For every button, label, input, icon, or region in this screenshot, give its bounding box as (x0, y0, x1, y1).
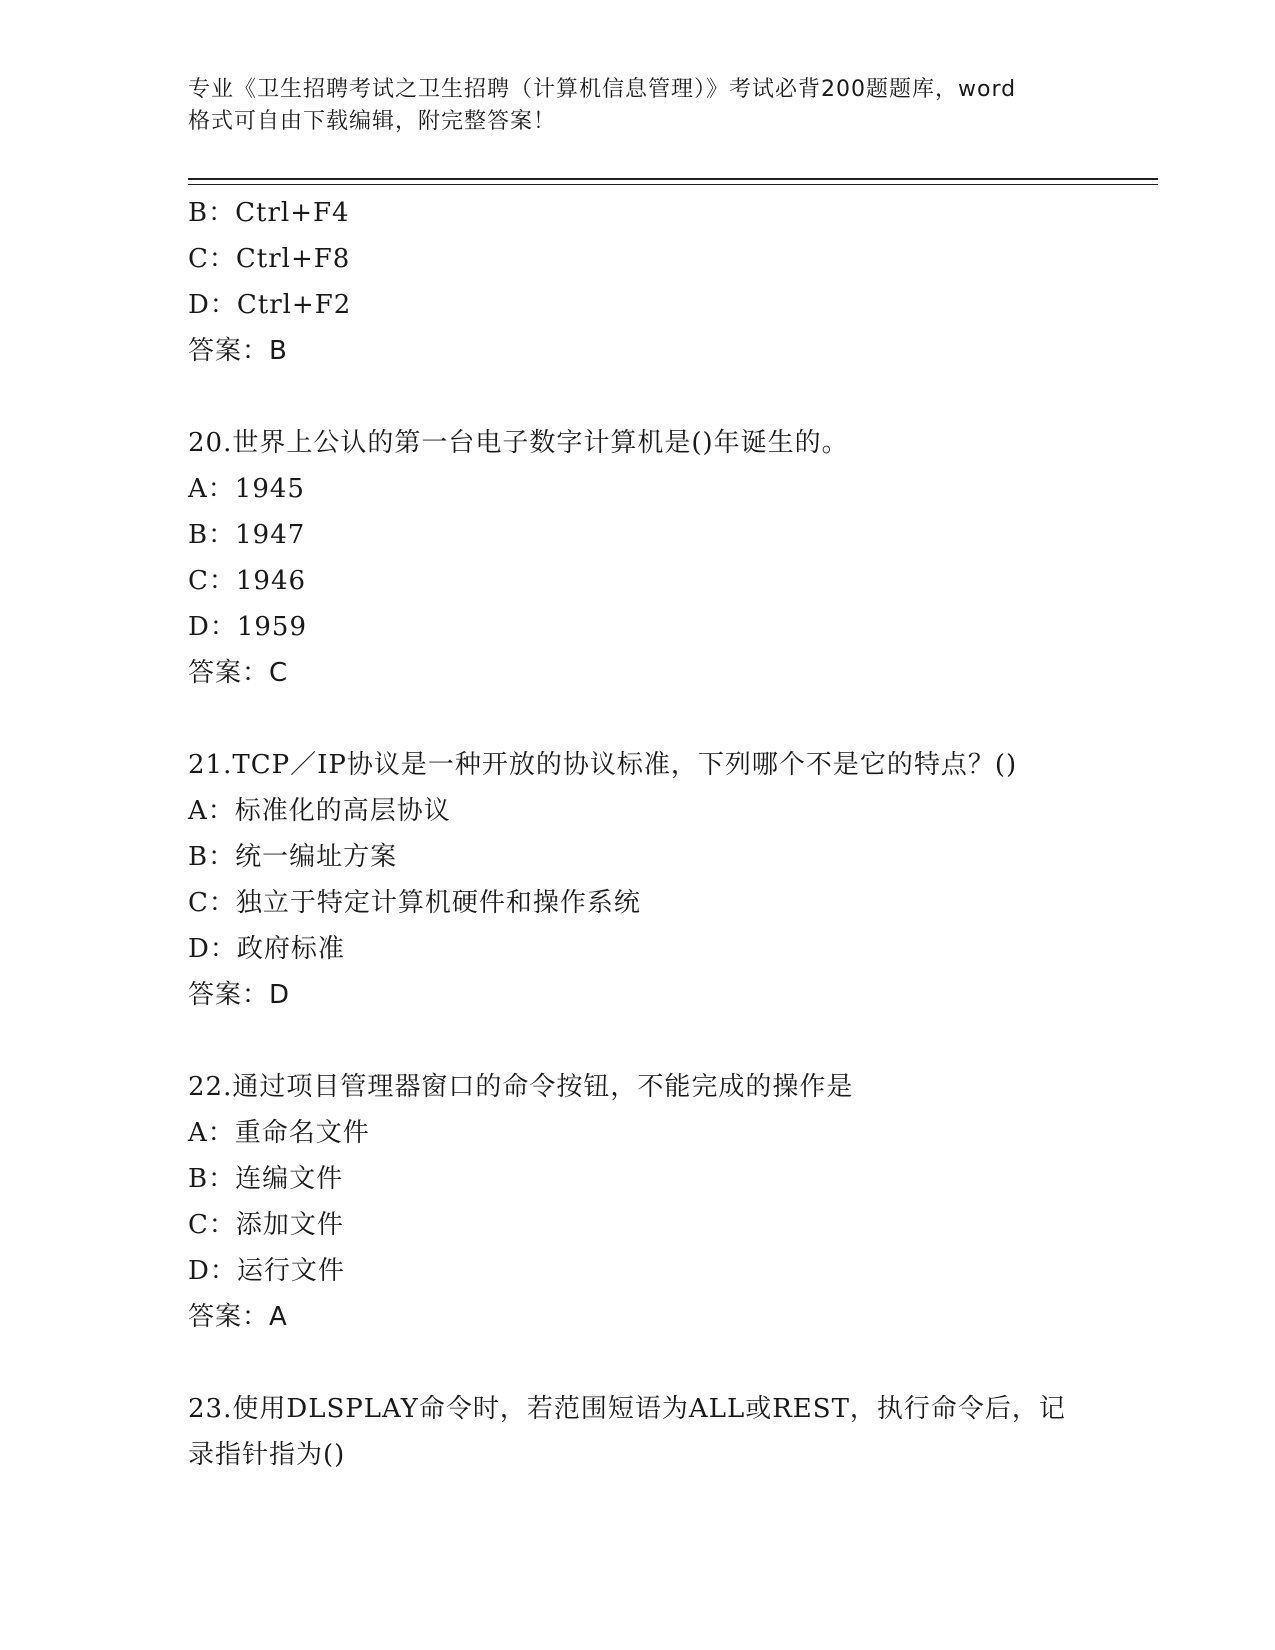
option-c: C：Ctrl+F8 (188, 244, 351, 274)
option-a: A：标准化的高层协议 (188, 796, 451, 826)
option-d: D：运行文件 (188, 1256, 345, 1286)
answer-line: 答案：B (188, 336, 288, 366)
option-a: A：重命名文件 (188, 1118, 370, 1148)
header-title-line-2: 格式可自由下载编辑，附完整答案！ (188, 109, 557, 134)
spacer (188, 374, 1088, 420)
question-block-20 (188, 420, 1088, 696)
document-header (188, 74, 1088, 138)
spacer (188, 1018, 1088, 1064)
question-block-22 (188, 1064, 1088, 1340)
question-block-21 (188, 742, 1088, 1018)
question-text: 21.TCP／IP协议是一种开放的协议标准，下列哪个不是它的特点？() (188, 750, 1018, 780)
answer-line: 答案：A (188, 1302, 288, 1332)
spacer (188, 1340, 1088, 1386)
question-text-line-1: 23.使用DLSPLAY命令时，若范围短语为ALL或REST，执行命令后，记 (188, 1394, 1066, 1424)
question-block-23 (188, 1386, 1088, 1478)
option-c: C：添加文件 (188, 1210, 344, 1240)
option-c: C：独立于特定计算机硬件和操作系统 (188, 888, 641, 918)
answer-line: 答案：C (188, 658, 289, 688)
option-a: A：1945 (188, 474, 305, 504)
option-d: D：Ctrl+F2 (188, 290, 352, 320)
option-b: B：统一编址方案 (188, 842, 398, 872)
option-b: B：连编文件 (188, 1164, 344, 1194)
question-text-line-2: 录指针指为() (188, 1440, 346, 1470)
question-text: 22.通过项目管理器窗口的命令按钮，不能完成的操作是 (188, 1072, 854, 1102)
option-b: B：1947 (188, 520, 306, 550)
option-d: D：政府标准 (188, 934, 345, 964)
answer-line: 答案：D (188, 980, 291, 1010)
option-c: C：1946 (188, 566, 307, 596)
question-text: 20.世界上公认的第一台电子数字计算机是()年诞生的。 (188, 428, 849, 458)
header-title-line-1: 专业《卫生招聘考试之卫生招聘（计算机信息管理）》考试必背200题题库，word (188, 77, 1017, 102)
option-b: B：Ctrl+F4 (188, 198, 350, 228)
option-d: D：1959 (188, 612, 308, 642)
question-block-carryover (188, 190, 1088, 374)
header-divider-thin (188, 184, 1158, 185)
question-list (188, 190, 1088, 1478)
spacer (188, 696, 1088, 742)
header-divider (188, 178, 1158, 180)
